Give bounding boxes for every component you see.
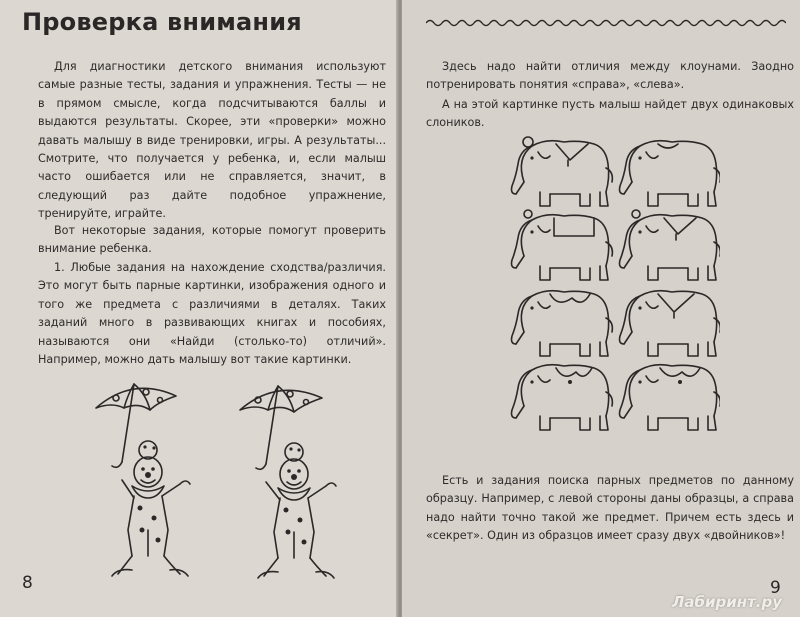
tasks-intro-paragraph: Вот некоторые задания, которые помогут проверить внимание ребенка. bbox=[38, 224, 386, 256]
watermark-logo: Лабиринт.ру bbox=[671, 593, 782, 611]
page-title: Проверка внимания bbox=[22, 8, 302, 36]
wavy-line-decoration bbox=[426, 18, 786, 28]
right-page bbox=[402, 0, 800, 617]
clown-illustration-left bbox=[88, 380, 218, 585]
left-page bbox=[0, 0, 398, 617]
elephants-illustration bbox=[510, 136, 720, 436]
clown-illustration-right bbox=[232, 384, 362, 584]
intro-paragraph: Для диагностики детского внимания используют самые разные тесты, задания и упражнения. Тесты — не в прямом смысле, когда подсчитываются баллы и выдаются результаты. Скорее, эти «проверки» можно давать малышу в виде тренировки, игры. А результаты... Смотрите, что получается у ребенка, и, если малыш часто ошибается или не справляется, значит, в следующий раз дайте подобное упражнение, тренируйте, играйте. bbox=[38, 60, 386, 221]
task-one-paragraph: 1. Любые задания на нахождение сходства/различия. Это могут быть парные картинки, изображения одного и того же предмета с различиями в деталях. Таких заданий много в развивающих книгах и пособиях, называются они «Найди (столько-то) отличий». Например, можно дать малышу вот такие картинки. bbox=[38, 261, 386, 367]
page-number-left: 8 bbox=[22, 573, 33, 593]
pairs-paragraph: Есть и задания поиска парных предметов по данному образцу. Например, с левой стороны даны образцы, а справа надо найти точно такой же предмет. Причем есть здесь и «секрет». Один из образцов имеет сразу двух «двойников»! bbox=[426, 474, 794, 543]
elephants-paragraph: А на этой картинке пусть малыш найдет двух одинаковых слоников. bbox=[426, 98, 794, 130]
page-number-right: 9 bbox=[770, 578, 781, 598]
clowns-paragraph: Здесь надо найти отличия между клоунами. Заодно потренировать понятия «справа», «слева». bbox=[426, 60, 794, 92]
